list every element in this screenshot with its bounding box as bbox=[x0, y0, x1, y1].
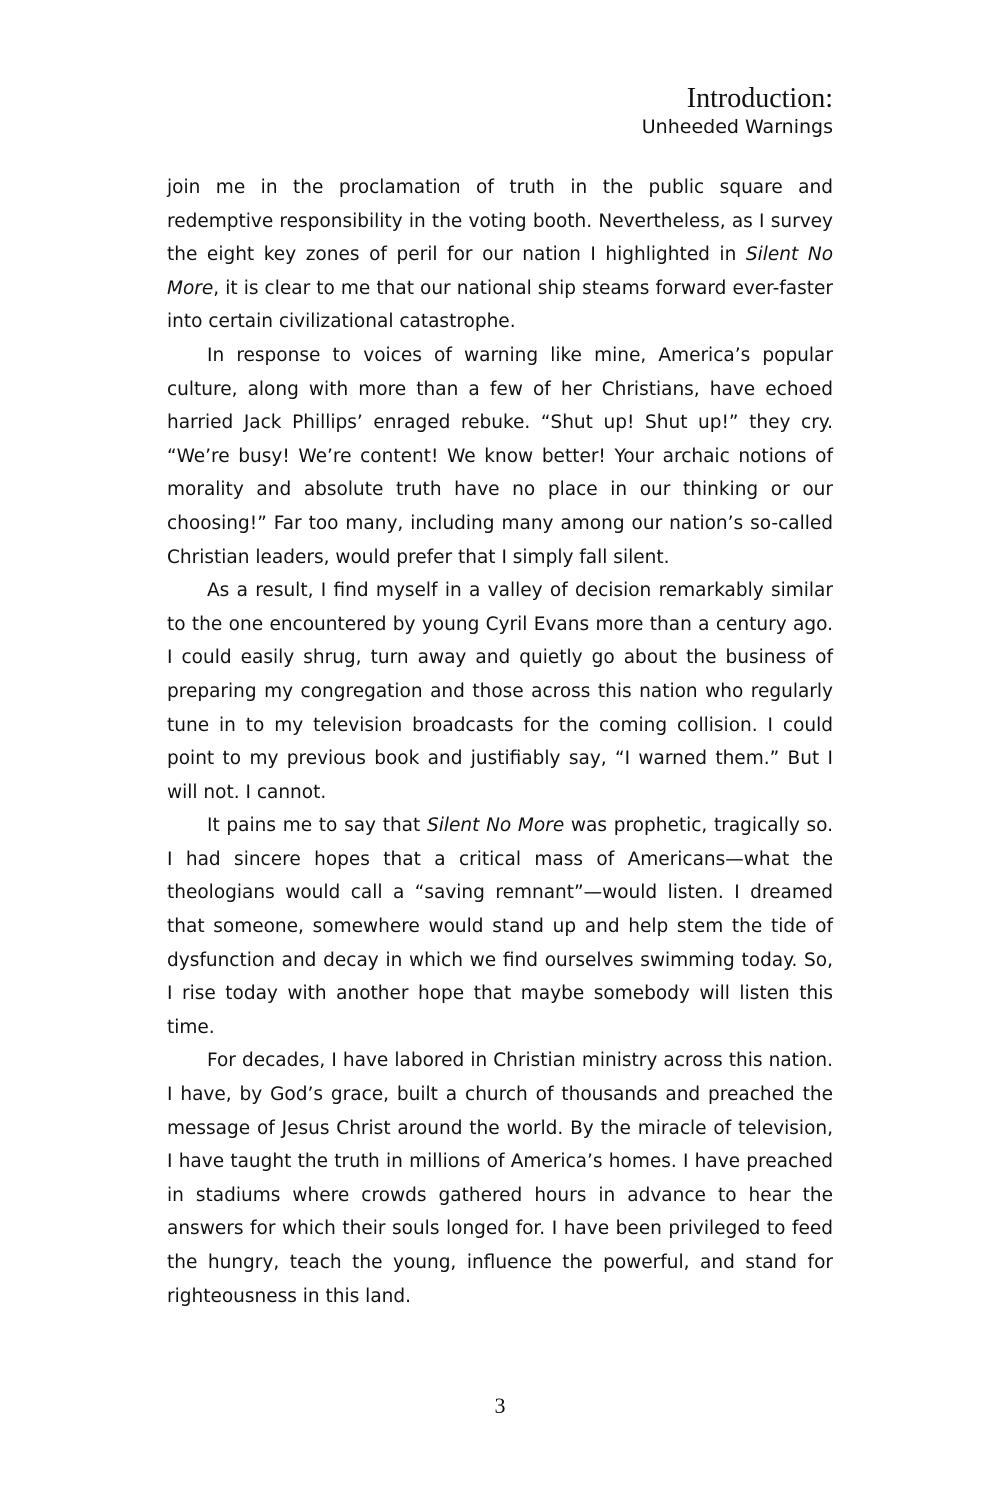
chapter-subtitle: Unheeded Warnings bbox=[641, 116, 833, 138]
paragraph-4-text-a: It pains me to say that bbox=[207, 815, 427, 837]
book-title-italic: Silent No More bbox=[426, 815, 565, 837]
paragraph-1-text-b: , it is clear to me that our national ship steams forward ever-faster into certain civilizational catastrophe. bbox=[167, 277, 833, 333]
page-number: 3 bbox=[494, 1393, 506, 1418]
paragraph-3: As a result, I find myself in a valley of decision remarkably similar to the one encountered by young Cyril Evans more than a century ago. I could easily shrug, turn away and quietly go about the business of preparing my congregation and those across this nation who regularly tune in to my television broadcasts for the coming collision. I could point to my previous book and justifiably say, “I warned them.” But I will not. I cannot. bbox=[167, 580, 833, 803]
chapter-title: Introduction: bbox=[686, 83, 833, 114]
paragraph-4-text-b: was prophetic, tragically so. I had sincere hopes that a critical mass of Americans—what the theologians would call a “saving remnant”—would listen. I dreamed that someone, somewhere would stand up and help stem the tide of dysfunction and decay in which we find ourselves swimming today. So, I rise today with another hope that maybe somebody will listen this time. bbox=[167, 815, 834, 1038]
paragraph-4 bbox=[167, 809, 833, 1044]
running-head bbox=[642, 84, 833, 140]
paragraph-5: For decades, I have labored in Christian ministry across this nation. I have, by God’s grace, built a church of thousands and preached the message of Jesus Christ around the world. By the miracle of television, I have taught the truth in millions of America’s homes. I have preached in stadiums where crowds gathered hours in advance to hear the answers for which their souls longed for. I have been privileged to feed the hungry, teach the young, influence the powerful, and stand for righteousness in this land. bbox=[167, 1050, 833, 1307]
paragraph-1-text-a: join me in the proclamation of truth in the public square and redemptive responsibility in the voting booth. Nevertheless, as I survey the eight key zones of peril for our nation I highlighted in bbox=[167, 177, 833, 266]
paragraph-2: In response to voices of warning like mine, America’s popular culture, along with more than a few of her Christians, have echoed harried Jack Phillips’ enraged rebuke. “Shut up! Shut up!” they cry. “We’re busy! We’re content! We know better! Your archaic notions of morality and absolute truth have no place in our thinking or our choosing!” Far too many, including many among our nation’s so-called Christian leaders, would prefer that I simply fall silent. bbox=[167, 344, 833, 568]
paragraph-1 bbox=[167, 171, 833, 339]
body-text bbox=[167, 171, 833, 1313]
book-title-italic: Silent No More bbox=[167, 244, 834, 299]
